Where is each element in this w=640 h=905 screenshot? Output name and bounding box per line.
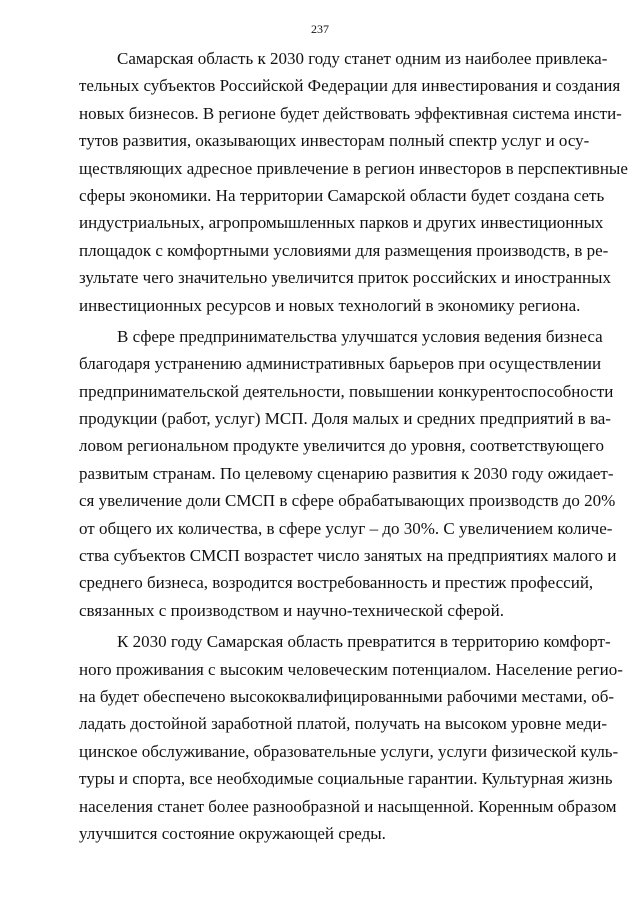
text-line: индустриальных, агропромышленных парков и других инвестиционных (79, 213, 604, 233)
text-line: новых бизнесов. В регионе будет действовать эффективная система инсти- (79, 103, 622, 123)
text-line: ся увеличение доли СМСП в сфере обрабатывающих производств до 20% (79, 491, 616, 511)
text-line: инвестиционных ресурсов и новых технологий в экономику региона. (79, 295, 581, 315)
paragraph-2 (79, 323, 617, 624)
text-line: сферы экономики. На территории Самарской области будет создана сеть (79, 185, 605, 205)
text-line: В сфере предпринимательства улучшатся условия ведения бизнеса (117, 326, 603, 346)
text-line: среднего бизнеса, возродится востребованность и престиж профессий, (79, 573, 594, 593)
text-line: К 2030 году Самарская область превратится в территорию комфорт- (117, 632, 611, 652)
text-line: улучшится состояние окружающей среды. (79, 823, 386, 843)
text-line: площадок с комфортными условиями для размещения производств, в ре- (79, 240, 609, 260)
text-line: ладать достойной заработной платой, получать на высоком уровне меди- (79, 714, 607, 734)
text-line: тутов развития, оказывающих инвесторам полный спектр услуг и осу- (79, 131, 590, 151)
text-line: развитым странам. По целевому сценарию развития к 2030 году ожидает- (79, 463, 614, 483)
text-line: ного проживания с высоким человеческим потенциалом. Население регио- (79, 659, 623, 679)
text-line: благодаря устранению административных барьеров при осуществлении (79, 354, 602, 374)
page-number: 237 (311, 22, 329, 36)
text-line: от общего их количества, в сфере услуг – до 30%. С увеличением количе- (79, 518, 613, 538)
text-line: цинское обслуживание, образовательные услуги, услуги физической куль- (79, 741, 619, 761)
body-text (79, 45, 628, 847)
text-line: зультате чего значительно увеличится приток российских и иностранных (79, 268, 611, 288)
paragraph-1 (79, 45, 628, 319)
text-line: туры и спорта, все необходимые социальные гарантии. Культурная жизнь (79, 769, 613, 789)
text-line: ловом региональном продукте увеличится до уровня, соответствующего (79, 436, 604, 456)
paragraph-3 (79, 628, 623, 847)
text-line: ства субъектов СМСП возрастет число занятых на предприятиях малого и (79, 546, 617, 566)
text-line: ществляющих адресное привлечение в регион инвесторов в перспективные (79, 158, 628, 178)
text-line: продукции (работ, услуг) МСП. Доля малых и средних предприятий в ва- (79, 409, 611, 429)
text-line: связанных с производством и научно-технической сферой. (79, 600, 504, 620)
text-line: населения станет более разнообразной и насыщенной. Коренным образом (79, 796, 617, 816)
text-line: тельных субъектов Российской Федерации для инвестирования и создания (79, 76, 621, 96)
text-line: предпринимательской деятельности, повышении конкурентоспособности (79, 381, 614, 401)
text-line: Самарская область к 2030 году станет одним из наиболее привлека- (117, 49, 608, 68)
text-line: на будет обеспечено высококвалифицированными рабочими местами, об- (79, 686, 615, 706)
